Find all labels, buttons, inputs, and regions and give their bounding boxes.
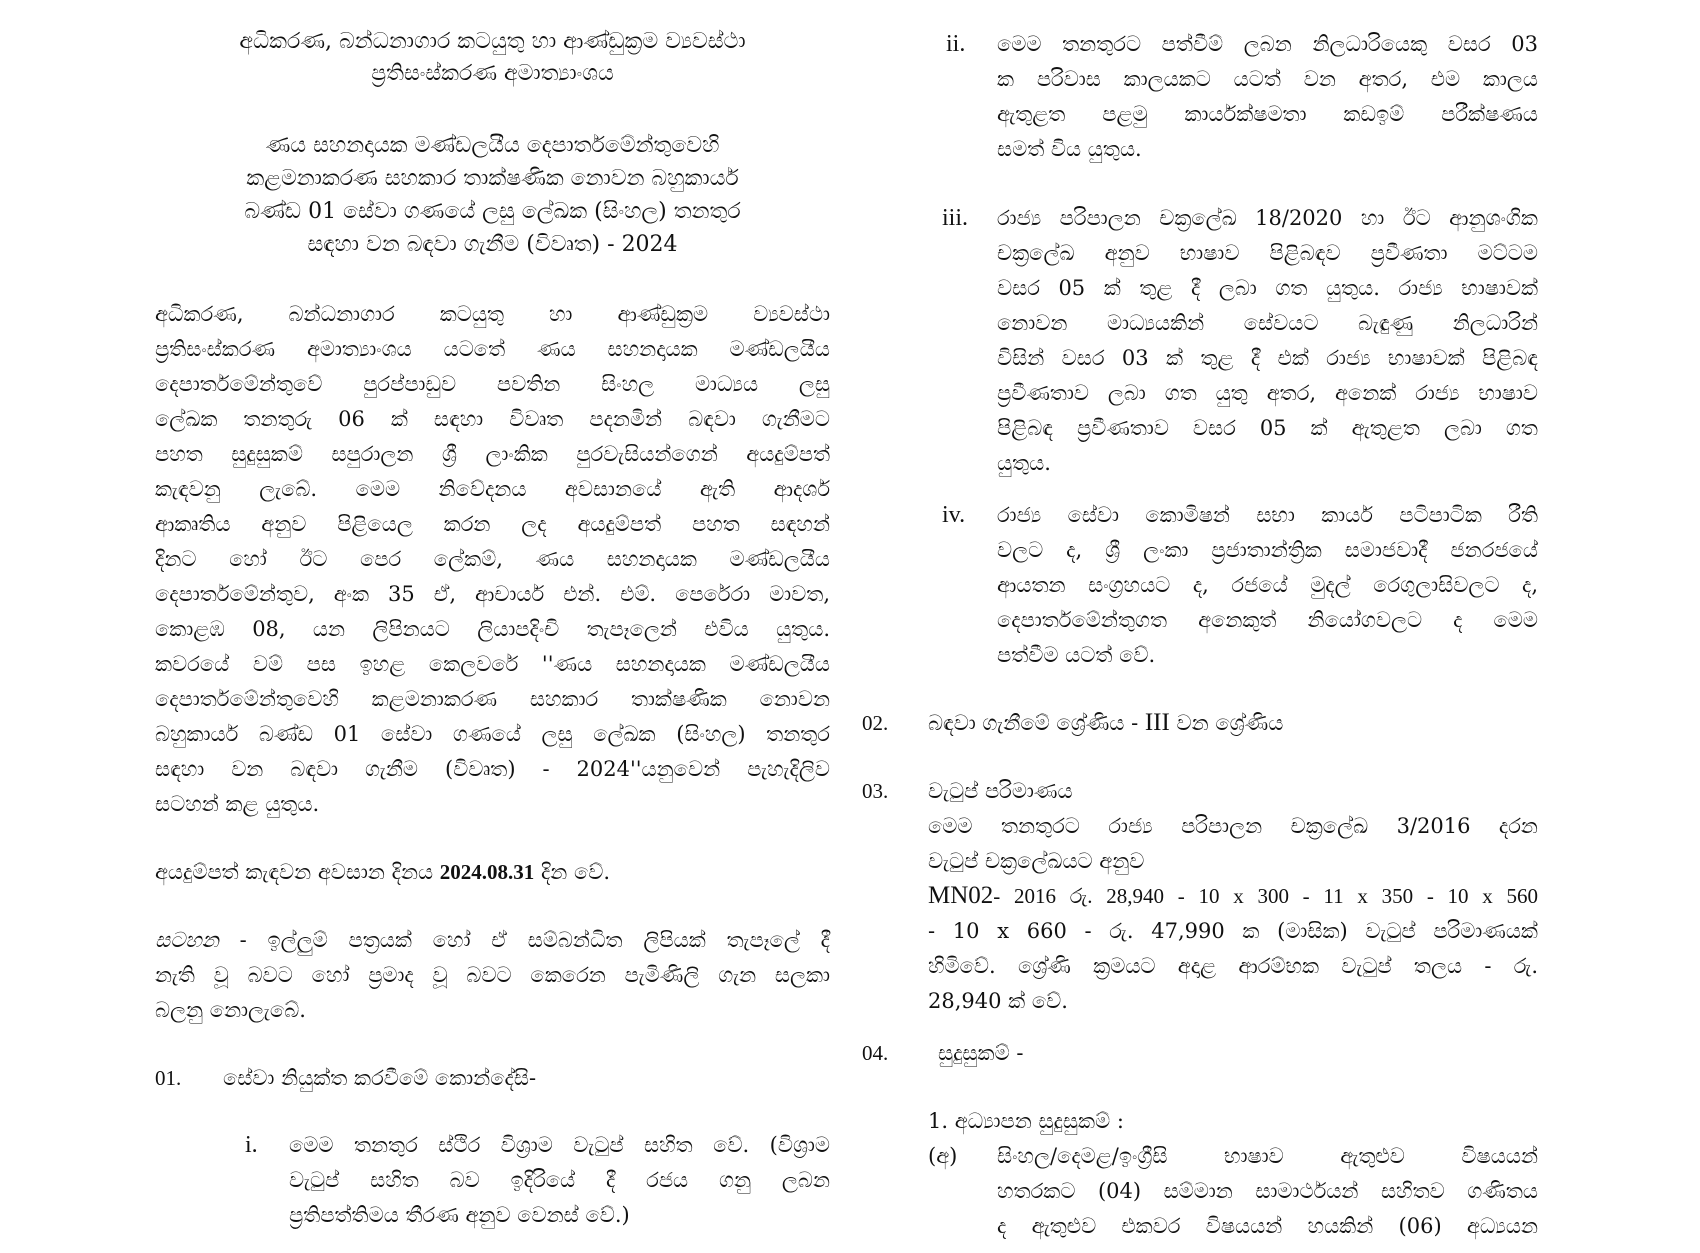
qualification-a-line: සිංහල/දෙමළ/ඉංග්‍රීසි භාෂාව ඇතුළුව විෂයයන්: [997, 1144, 1538, 1168]
condition-ii-line: සමත් විය යුතුය.: [997, 137, 1142, 161]
intro-line: සටහන් කළ යුතුය.: [155, 792, 320, 816]
section-03-number: 03.: [862, 779, 889, 803]
ministry-name-line-2: ප්‍රතිසංස්කරණ අමාත්‍යාංශය: [371, 61, 614, 86]
intro-line: දිනට හෝ ඊට පෙර ලේකම්, ණය සහනදායක මණ්ඩලයීය: [155, 547, 830, 571]
section-04-number: 04.: [862, 1041, 889, 1065]
educational-qualifications-heading: 1. අධ්‍යාපන සුදුසුකම් :: [928, 1109, 1124, 1133]
notice-title-line-2: කළමනාකරණ සහකාර තාක්ෂණික නොවන බහුකාර්ය: [246, 166, 739, 191]
salary-scale-steps: - 2016 රු. 28,940 - 10 x 300 - 11 x 350 - 10 x 560: [993, 884, 1538, 908]
notice-title-line-3: බණ්ඩ 01 සේවා ගණයේ ලසු ලේඛක (සිංහල) තනතුර: [244, 199, 741, 224]
condition-ii-line: මෙම තනතුරට පත්වීම් ලබන නිලධාරියෙකු වසර 03: [997, 32, 1538, 56]
intro-line: ආකෘතිය අනුව පිළියෙල කරන ලද අයදුම්පත් පහත සඳහන්: [155, 512, 830, 536]
note-line: නැති වූ බවට හෝ ප්‍රමාද වූ බවට කෙරෙන පැමිණිලි ගැන සලකා: [155, 963, 830, 987]
closing-date-statement: [155, 857, 610, 887]
condition-iii-marker: iii.: [942, 205, 969, 231]
salary-line: වැටුප් චක්‍රලේඛයට අනුව: [928, 849, 1145, 873]
condition-ii-line: ක පරිවාස කාලයකට යටත් වන අතර, එම කාලය: [997, 67, 1538, 91]
section-01-heading: සේවා නියුක්ත කරවීමේ කොන්දේසි-: [223, 1066, 537, 1090]
condition-iii-line: රාජ්‍ය පරිපාලන චක්‍රලේඛ 18/2020 හා ඊට ආනුශංගික: [997, 206, 1538, 230]
intro-line: සඳහා වන බඳවා ගැනීම (විවෘත) - 2024''යනුවෙන් පැහැදිලිව: [155, 757, 830, 781]
intro-line: කොළඹ 08, යන ලිපිනයට ලියාපදිංචි තැපෑලෙන් එවිය යුතුය.: [155, 617, 830, 641]
condition-iii-line: විසින් වසර 03 ක් තුළ දී එක් රාජ්‍ය භාෂාවක් පිළිබඳ: [997, 346, 1538, 370]
recruitment-grade-suffix: වන ශ්‍රේණිය: [1169, 711, 1284, 735]
condition-iv-line: රාජ්‍ය සේවා කොමිෂන් සභා කාර්ය පටිපාටික රීති: [997, 503, 1538, 527]
section-02-number: 02.: [862, 711, 889, 735]
note-label: සටහන: [155, 928, 219, 952]
condition-iv-marker: iv.: [942, 502, 966, 528]
condition-iii-line: නොවන මාධ්‍යයකින් සේවයට බැඳුණු නිලධාරින්: [997, 311, 1538, 335]
intro-line: දෙපාර්තමේන්තුවෙහි කළමනාකරණ සහකාර තාක්ෂණික නොවන: [155, 687, 830, 711]
intro-line: පහත සුදුසුකම් සපුරාලන ශ්‍රී ලාංකික පුරවැසියන්ගෙන් අයදුම්පත්: [155, 442, 830, 466]
salary-scale-code: MN02: [928, 882, 994, 909]
qualification-a-marker: (අ): [928, 1144, 958, 1168]
condition-i-line: මෙම තනතුර ස්ථිර විශ්‍රාම වැටුප් සහිත වේ. (විශ්‍රාම: [289, 1133, 830, 1157]
closing-date-prefix: අයදුම්පත් කැඳවන අවසාන දිනය: [155, 860, 440, 884]
closing-date-suffix: දින වේ.: [534, 860, 611, 884]
section-03-heading: වැටුප් පරිමාණය: [928, 779, 1073, 803]
note-line: [155, 925, 830, 955]
section-02-heading: [928, 708, 1283, 738]
recruitment-grade-value: III: [1144, 709, 1170, 736]
salary-line: මෙම තනතුරට රාජ්‍ය පරිපාලන චක්‍රලේඛ 3/2016 දරන: [928, 814, 1538, 838]
notice-title-line-1: ණය සහනදායක මණ්ඩලයීය දෙපාර්තමේන්තුවෙහි: [265, 133, 720, 158]
salary-scale-line: - 10 x 660 - රු. 47,990 ක (මාසික) වැටුප් පරිමාණයක්: [928, 919, 1538, 943]
intro-line: ප්‍රතිසංස්කරණ අමාත්‍යාංශය යටතේ ණය සහනදායක මණ්ඩලයීය: [155, 337, 830, 361]
condition-iv-line: වලට ද, ශ්‍රී ලංකා ප්‍රජාතාන්ත්‍රික සමාජවාදී ජනරජයේ: [997, 538, 1538, 562]
section-04-heading: සුදුසුකම් -: [938, 1041, 1024, 1065]
intro-line: අධිකරණ, බන්ධනාගාර කටයුතු හා ආණ්ඩුක්‍රම ව්‍යවස්ථා: [155, 302, 830, 326]
condition-iii-line: චක්‍රලේඛ අනුව භාෂාව පිළිබඳව ප්‍රවීණතා මට්ටම: [997, 241, 1538, 265]
recruitment-grade-label: බඳවා ගැනීමේ ශ්‍රේණිය -: [928, 711, 1145, 735]
qualification-a-line: හතරකට (04) සම්මාන සාමාර්ථයන් සහිතව ගණිතය: [997, 1179, 1538, 1203]
condition-iii-line: ප්‍රවීණතාව ලබා ගත යුතු අතර, අනෙක් රාජ්‍ය භාෂාව: [997, 381, 1538, 405]
salary-scale-line: [928, 881, 1538, 911]
notice-title-line-4: සඳහා වන බඳවා ගැනීම (විවෘත) - 2024: [307, 232, 678, 257]
salary-scale-line: හිමිවේ. ශ්‍රේණි ක්‍රමයට අදාළ ආරම්භක වැටුප් තලය - රු.: [928, 954, 1538, 978]
condition-i-marker: i.: [245, 1132, 258, 1158]
intro-line: දෙපාර්තමේන්තුව, අංක 35 ඒ, ආචාර්ය එන්. එම්. පෙරේරා මාවත,: [155, 582, 830, 606]
condition-i-line: ප්‍රතිපත්තිමය තීරණ අනුව වෙනස් වේ.): [289, 1203, 630, 1227]
condition-ii-marker: ii.: [946, 31, 966, 57]
intro-line: දෙපාර්තමේන්තුවේ පුරප්පාඩුව පවතින සිංහල මාධ්‍යය ලසු: [155, 372, 830, 396]
intro-line: ලේඛක තනතුරු 06 ක් සඳහා විවෘත පදනමින් බඳවා ගැනීමට: [155, 407, 830, 431]
intro-line: බහුකාර්ය බණ්ඩ 01 සේවා ගණයේ ලසු ලේඛක (සිංහල) තනතුර: [155, 722, 830, 746]
section-01-number: 01.: [155, 1066, 182, 1090]
condition-ii-line: ඇතුළත පළමු කාර්යක්ෂමතා කඩඉම් පරීක්ෂණය: [997, 102, 1538, 126]
condition-iii-line: යුතුය.: [997, 451, 1051, 475]
salary-scale-line: 28,940 ක් වේ.: [928, 989, 1068, 1013]
condition-iv-line: දෙපාර්තමේන්තුගත අනෙකුත් නියෝගවලට ද මෙම: [997, 608, 1538, 632]
closing-date: 2024.08.31: [439, 860, 535, 884]
note-line: බලනු නොලැබේ.: [155, 998, 306, 1022]
condition-iv-line: ආයතන සංග්‍රහයට ද, රජයේ මුදල් රෙගුලාසිවලට ද,: [997, 573, 1538, 597]
condition-iv-line: පත්වීම යටත් වේ.: [997, 643, 1156, 667]
condition-iii-line: වසර 05 ක් තුළ දී ලබා ගත යුතුය. රාජ්‍ය භාෂාවක්: [997, 276, 1538, 300]
condition-iii-line: පිළිබඳ ප්‍රවීණතාව වසර 05 ක් ඇතුළත ලබා ගත: [997, 416, 1538, 440]
intro-line: කවරයේ වම් පස ඉහළ කෙලවරේ ''ණය සහනදායක මණ්ඩලයීය: [155, 652, 830, 676]
condition-i-line: වැටුප් සහිත බව ඉදිරියේ දී රජය ගනු ලබන: [289, 1168, 830, 1192]
intro-line: කැඳවනු ලැබේ. මෙම නිවේදනය අවසානයේ ඇති ආදර්ශ: [155, 477, 830, 501]
note-text: - ඉල්ලුම් පත්‍රයක් හෝ ඒ සම්බන්ධිත ලිපියක් තැපෑලේ දී: [218, 928, 830, 952]
ministry-name-line-1: අධිකරණ, බන්ධනාගාර කටයුතු හා ආණ්ඩුක්‍රම ව්‍යවස්ථා: [239, 29, 746, 54]
qualification-a-line: ද ඇතුළුව එකවර විෂයයන් හයකින් (06) අධ්‍යයන: [997, 1214, 1538, 1238]
